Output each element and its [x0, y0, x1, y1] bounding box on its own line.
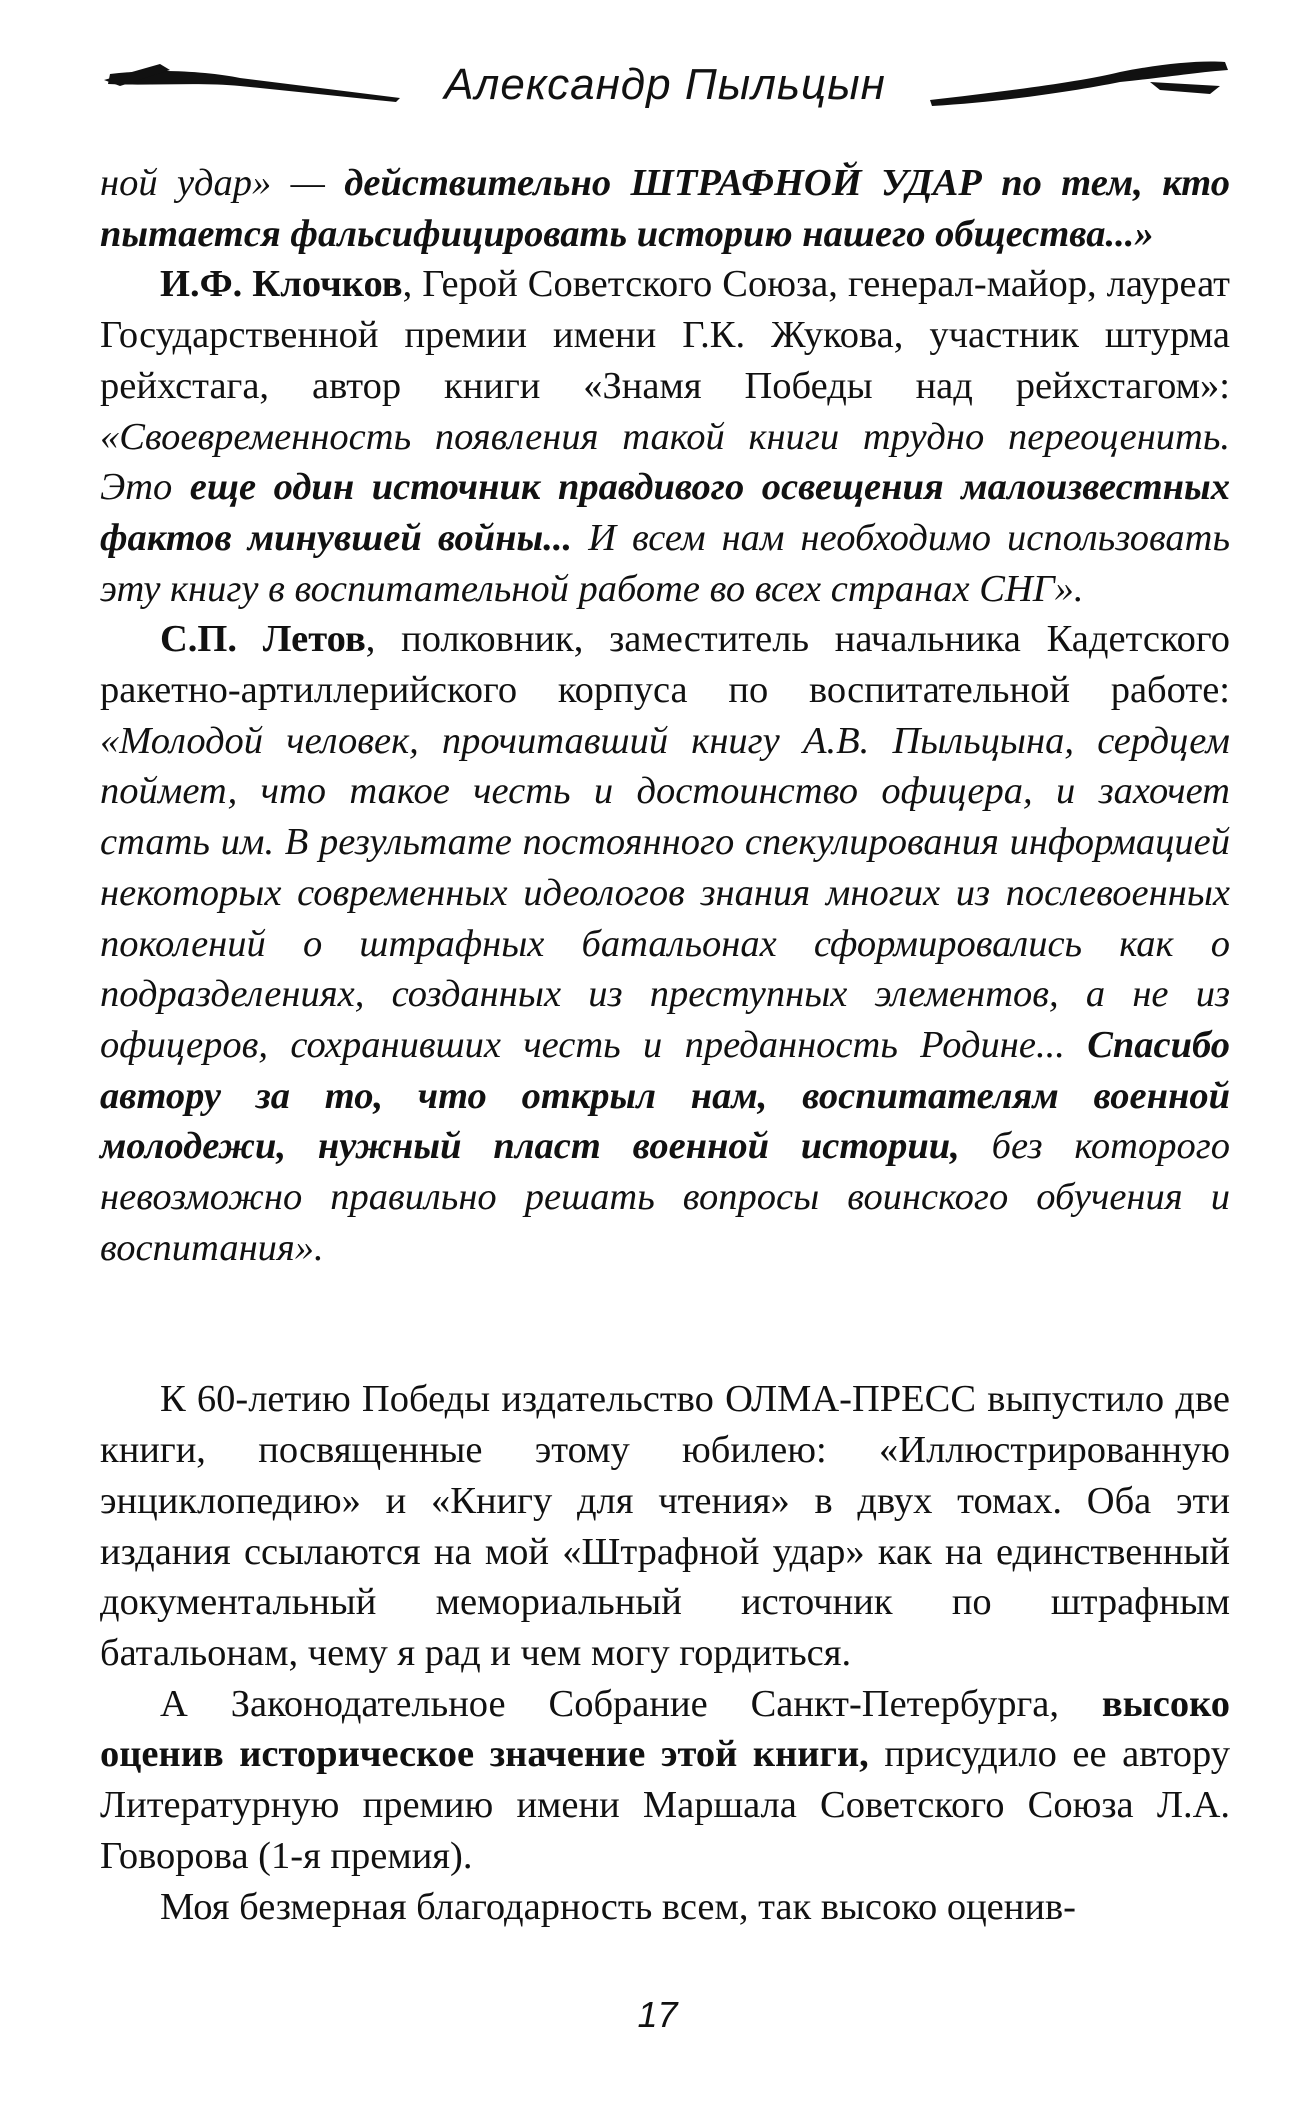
paragraph-gratitude: Моя безмерная благодарность всем, так высоко оценив- — [160, 1885, 1076, 1928]
reviewer-desc-klochkov: , Герой Советского Союза, генерал-майор, лауреат Государственной премии имени Г.К. Жукова, участник штурма рейхстага, автор книги «Знамя Победы над рейхстагом»: — [100, 263, 1230, 407]
reviewer-desc-letov: , полковник, заместитель начальника Кадетского ракетно-артиллерийского корпуса по воспитательной работе: — [100, 618, 1230, 712]
paragraph-legislative-assembly — [100, 1679, 1230, 1882]
quote-continuation-emphasis: действительно ШТРАФНОЙ УДАР по тем, кто пытается фальсифицировать историю нашего общества...» — [100, 162, 1230, 255]
review-quote-klochkov-3: И всем нам необходимо использовать эту книгу в воспитательной работе во всех странах СНГ». — [100, 516, 1230, 610]
review-quote-klochkov-1: «Своевременность появления такой книги трудно переоценить. Это — [100, 415, 1230, 509]
page-number: 17 — [637, 1994, 678, 2035]
header-author-name: Александр Пыльцын — [444, 60, 886, 109]
reviewer-name-letov: С.П. Летов — [160, 618, 366, 661]
paragraph-assembly-emphasis: высоко оценив историческое значение этой книги, — [100, 1682, 1230, 1776]
running-header — [100, 52, 1230, 122]
review-quote-letov-1: «Молодой человек, прочитавший книгу А.В. Пыльцына, сердцем поймет, что такое честь и достоинство офицера, и захочет стать им. В результате постоянного спекулирования информацией некоторых современных идеологов знания многих из послевоенных поколений о штрафных батальонах сформировались как о подразделениях, созданных из преступных элементов, а не из офицеров, сохранивших честь и преданность Родине... — [100, 719, 1230, 1066]
reviewer-name-klochkov: И.Ф. Клочков — [160, 263, 403, 306]
quote-continuation-start: ной удар» — — [100, 162, 345, 204]
review-quote-letov-emphasis: Спасибо автору за то, что открыл нам, воспитателям военной молодежи, нужный пласт военной истории, — [100, 1023, 1230, 1168]
page-body — [100, 158, 1230, 1932]
paragraph-assembly-end: присудило ее автору Литературную премию имени Маршала Советского Союза Л.А. Говорова (1-я премия). — [100, 1733, 1230, 1877]
paragraph-assembly-start: А Законодательное Собрание Санкт-Петербурга, — [160, 1682, 1102, 1725]
review-letov — [100, 614, 1230, 1273]
review-quote-letov-3: без которого невозможно правильно решать вопросы воинского обучения и воспитания». — [100, 1125, 1230, 1269]
review-klochkov — [100, 259, 1230, 614]
paragraph-olma-press: К 60-летию Победы издательство ОЛМА-ПРЕСС выпустило две книги, посвященные этому юбилею: «Иллюстрированную энциклопедию» и «Книгу для чтения» в двух томах. Оба эти издания ссылаются на мой «Штрафной удар» как на единственный документальный мемориальный источник по штрафным батальонам, чему я рад и чем могу гордиться. — [100, 1378, 1230, 1674]
section-gap — [100, 1273, 1230, 1374]
review-quote-klochkov-emphasis: еще один источник правдивого освещения малоизвестных фактов минувшей войны... — [100, 466, 1230, 559]
quote-continuation — [100, 158, 1230, 259]
